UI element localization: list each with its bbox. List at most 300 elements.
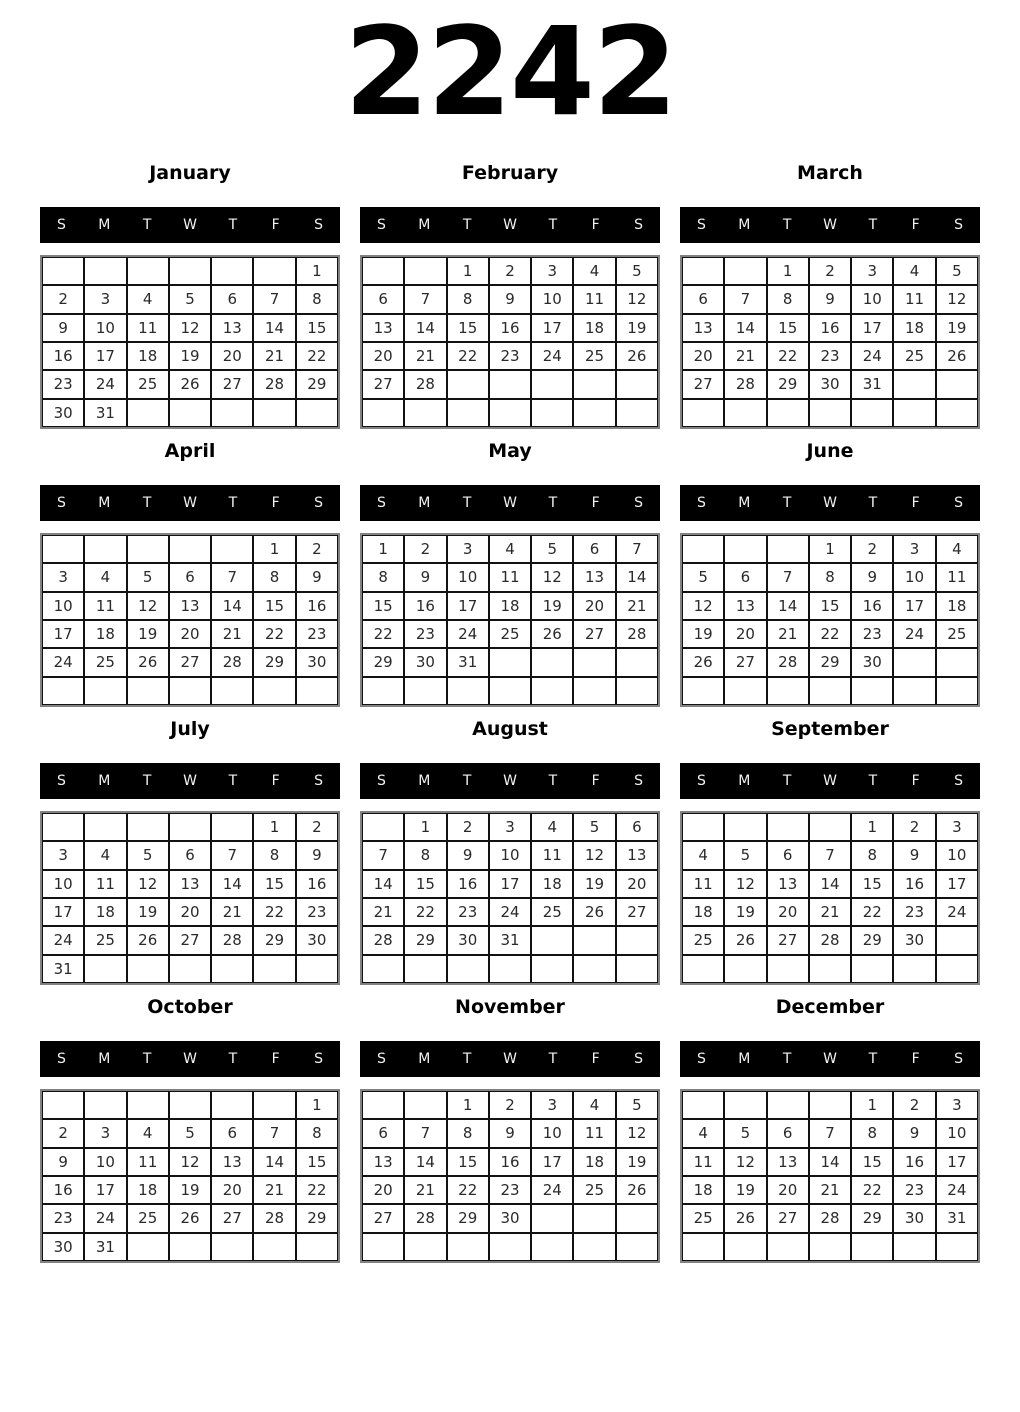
day-cell: 10 [531, 285, 573, 313]
day-cell: 18 [936, 592, 978, 620]
weekday-label: M [98, 1051, 111, 1067]
weekday-label: S [696, 217, 706, 233]
weekday-header [360, 485, 660, 521]
day-cell: 28 [362, 926, 404, 954]
day-cell: 6 [767, 1119, 809, 1147]
day-cell: 2 [296, 813, 338, 841]
day-cell: 1 [447, 257, 489, 285]
day-cell: 22 [253, 620, 295, 648]
empty-day-cell [936, 955, 978, 983]
empty-day-cell [531, 399, 573, 427]
day-cell: 10 [489, 841, 531, 869]
day-cell: 7 [616, 535, 658, 563]
day-cell: 10 [531, 1119, 573, 1147]
day-cell: 12 [936, 285, 978, 313]
day-cell: 17 [893, 592, 935, 620]
empty-day-cell [211, 1091, 253, 1119]
day-cell: 12 [616, 285, 658, 313]
day-cell: 4 [893, 257, 935, 285]
day-cell: 15 [253, 870, 295, 898]
weekday-label: S [56, 217, 66, 233]
day-cell: 18 [893, 314, 935, 342]
empty-day-cell [616, 1233, 658, 1261]
weekday-label: T [228, 1051, 238, 1067]
weekday-header [40, 763, 340, 799]
weekday-label: S [376, 217, 386, 233]
empty-day-cell [809, 1091, 851, 1119]
day-cell: 20 [767, 898, 809, 926]
empty-day-cell [767, 813, 809, 841]
day-cell: 2 [296, 535, 338, 563]
day-cell: 20 [573, 592, 615, 620]
weekday-label: S [56, 495, 66, 511]
day-cell: 2 [893, 1091, 935, 1119]
weekday-label: M [738, 217, 751, 233]
day-cell: 14 [809, 1148, 851, 1176]
day-cell: 25 [682, 1204, 724, 1232]
empty-day-cell [616, 926, 658, 954]
day-cell: 8 [404, 841, 446, 869]
empty-day-cell [211, 1233, 253, 1261]
month-name: March [797, 162, 863, 184]
day-cell: 3 [447, 535, 489, 563]
empty-day-cell [767, 955, 809, 983]
empty-day-cell [616, 955, 658, 983]
day-cell: 5 [724, 1119, 766, 1147]
empty-day-cell [851, 955, 893, 983]
weekday-label: F [591, 1051, 600, 1067]
weekday-header [680, 763, 980, 799]
day-cell: 20 [616, 870, 658, 898]
empty-day-cell [362, 1233, 404, 1261]
weekday-label: F [911, 495, 920, 511]
empty-day-cell [616, 399, 658, 427]
day-cell: 29 [767, 370, 809, 398]
weekday-label: F [271, 495, 280, 511]
day-cell: 26 [531, 620, 573, 648]
month-block [40, 712, 340, 985]
day-cell: 28 [211, 926, 253, 954]
day-cell: 9 [489, 1119, 531, 1147]
weekday-label: S [376, 495, 386, 511]
empty-day-cell [362, 1091, 404, 1119]
day-cell: 25 [531, 898, 573, 926]
weekday-label: F [271, 217, 280, 233]
day-cell: 10 [84, 1148, 126, 1176]
day-cell: 21 [404, 1176, 446, 1204]
day-cell: 9 [42, 314, 84, 342]
day-cell: 16 [404, 592, 446, 620]
day-cell: 4 [127, 1119, 169, 1147]
day-cell: 3 [531, 1091, 573, 1119]
empty-day-cell [851, 399, 893, 427]
empty-day-cell [724, 399, 766, 427]
day-cell: 3 [42, 563, 84, 591]
day-cell: 23 [893, 898, 935, 926]
day-cell: 11 [682, 1148, 724, 1176]
weekday-label: S [314, 773, 324, 789]
month-block [680, 712, 980, 985]
empty-day-cell [404, 257, 446, 285]
day-cell: 25 [893, 342, 935, 370]
day-cell: 15 [767, 314, 809, 342]
day-cell: 5 [531, 535, 573, 563]
day-cell: 22 [851, 1176, 893, 1204]
day-cell: 7 [404, 1119, 446, 1147]
empty-day-cell [211, 257, 253, 285]
month-block [360, 990, 660, 1263]
day-cell: 14 [404, 314, 446, 342]
empty-day-cell [809, 677, 851, 705]
day-cell: 1 [296, 1091, 338, 1119]
day-cell: 31 [447, 648, 489, 676]
day-cell: 3 [42, 841, 84, 869]
day-cell: 26 [616, 342, 658, 370]
empty-day-cell [682, 1233, 724, 1261]
day-cell: 3 [84, 1119, 126, 1147]
month-name: August [472, 718, 548, 740]
day-cell: 2 [851, 535, 893, 563]
day-cell: 27 [211, 370, 253, 398]
day-cell: 17 [42, 620, 84, 648]
weekday-label: M [418, 773, 431, 789]
day-cell: 12 [616, 1119, 658, 1147]
day-cell: 20 [682, 342, 724, 370]
weekday-label: M [418, 217, 431, 233]
day-cell: 24 [489, 898, 531, 926]
day-cell: 24 [893, 620, 935, 648]
weekday-label: W [503, 1051, 517, 1067]
day-cell: 12 [127, 870, 169, 898]
day-cell: 20 [169, 620, 211, 648]
month-name: July [170, 718, 210, 740]
empty-day-cell [936, 926, 978, 954]
weekday-label: T [868, 1051, 878, 1067]
day-cell: 10 [851, 285, 893, 313]
day-cell: 16 [296, 592, 338, 620]
day-cell: 17 [84, 1176, 126, 1204]
day-cell: 6 [169, 563, 211, 591]
day-cell: 16 [296, 870, 338, 898]
day-cell: 8 [296, 285, 338, 313]
weekday-label: W [823, 1051, 837, 1067]
empty-day-cell [404, 1233, 446, 1261]
weekday-label: T [548, 495, 558, 511]
empty-day-cell [724, 677, 766, 705]
weekday-label: M [98, 495, 111, 511]
empty-day-cell [404, 1091, 446, 1119]
day-cell: 16 [809, 314, 851, 342]
day-cell: 23 [42, 1204, 84, 1232]
day-cell: 19 [616, 314, 658, 342]
day-cell: 10 [447, 563, 489, 591]
empty-day-cell [489, 370, 531, 398]
empty-day-cell [682, 399, 724, 427]
day-cell: 5 [169, 285, 211, 313]
day-cell: 17 [84, 342, 126, 370]
day-cell: 31 [489, 926, 531, 954]
day-cell: 31 [84, 1233, 126, 1261]
empty-day-cell [682, 813, 724, 841]
day-cell: 25 [936, 620, 978, 648]
day-cell: 28 [809, 926, 851, 954]
day-cell: 4 [84, 563, 126, 591]
empty-day-cell [169, 813, 211, 841]
day-cell: 6 [724, 563, 766, 591]
weekday-label: W [823, 217, 837, 233]
weekday-label: S [634, 773, 644, 789]
date-grid [40, 1089, 340, 1263]
day-cell: 4 [936, 535, 978, 563]
empty-day-cell [169, 399, 211, 427]
empty-day-cell [253, 399, 295, 427]
empty-day-cell [616, 677, 658, 705]
weekday-label: F [911, 217, 920, 233]
empty-day-cell [211, 677, 253, 705]
day-cell: 1 [851, 813, 893, 841]
month-name: May [488, 440, 532, 462]
day-cell: 16 [447, 870, 489, 898]
day-cell: 6 [211, 285, 253, 313]
weekday-label: S [696, 773, 706, 789]
day-cell: 20 [362, 342, 404, 370]
day-cell: 20 [169, 898, 211, 926]
month-block [360, 434, 660, 707]
weekday-label: W [823, 773, 837, 789]
empty-day-cell [211, 813, 253, 841]
day-cell: 17 [489, 870, 531, 898]
day-cell: 31 [84, 399, 126, 427]
day-cell: 22 [447, 342, 489, 370]
day-cell: 16 [489, 1148, 531, 1176]
day-cell: 15 [809, 592, 851, 620]
day-cell: 13 [573, 563, 615, 591]
day-cell: 29 [296, 1204, 338, 1232]
empty-day-cell [724, 535, 766, 563]
weekday-label: T [782, 1051, 792, 1067]
day-cell: 21 [362, 898, 404, 926]
day-cell: 14 [404, 1148, 446, 1176]
day-cell: 30 [851, 648, 893, 676]
day-cell: 4 [84, 841, 126, 869]
weekday-label: T [462, 217, 472, 233]
empty-day-cell [42, 1091, 84, 1119]
day-cell: 14 [767, 592, 809, 620]
empty-day-cell [404, 677, 446, 705]
month-block [680, 990, 980, 1263]
day-cell: 30 [489, 1204, 531, 1232]
day-cell: 19 [127, 620, 169, 648]
month-block [40, 156, 340, 429]
day-cell: 23 [404, 620, 446, 648]
empty-day-cell [851, 1233, 893, 1261]
weekday-label: T [142, 217, 152, 233]
day-cell: 25 [573, 342, 615, 370]
weekday-label: T [782, 217, 792, 233]
day-cell: 30 [809, 370, 851, 398]
day-cell: 28 [724, 370, 766, 398]
empty-day-cell [809, 813, 851, 841]
day-cell: 23 [893, 1176, 935, 1204]
day-cell: 11 [489, 563, 531, 591]
weekday-label: S [634, 217, 644, 233]
weekday-label: W [183, 773, 197, 789]
day-cell: 30 [404, 648, 446, 676]
empty-day-cell [127, 955, 169, 983]
day-cell: 14 [211, 870, 253, 898]
day-cell: 21 [211, 620, 253, 648]
empty-day-cell [936, 648, 978, 676]
empty-day-cell [127, 677, 169, 705]
day-cell: 27 [767, 926, 809, 954]
empty-day-cell [573, 370, 615, 398]
empty-day-cell [127, 1233, 169, 1261]
empty-day-cell [893, 1233, 935, 1261]
day-cell: 7 [362, 841, 404, 869]
day-cell: 18 [573, 1148, 615, 1176]
weekday-header [680, 1041, 980, 1077]
day-cell: 11 [573, 1119, 615, 1147]
day-cell: 8 [447, 1119, 489, 1147]
weekday-label: T [782, 495, 792, 511]
weekday-label: T [548, 1051, 558, 1067]
weekday-label: M [738, 773, 751, 789]
day-cell: 2 [489, 257, 531, 285]
day-cell: 18 [682, 898, 724, 926]
weekday-label: W [183, 495, 197, 511]
month-name: April [164, 440, 216, 462]
day-cell: 3 [84, 285, 126, 313]
date-grid [40, 811, 340, 985]
weekday-label: S [634, 495, 644, 511]
day-cell: 14 [211, 592, 253, 620]
day-cell: 24 [447, 620, 489, 648]
day-cell: 5 [573, 813, 615, 841]
day-cell: 18 [127, 342, 169, 370]
empty-day-cell [724, 955, 766, 983]
day-cell: 23 [296, 898, 338, 926]
day-cell: 17 [936, 870, 978, 898]
weekday-label: S [954, 217, 964, 233]
date-grid [680, 811, 980, 985]
day-cell: 28 [616, 620, 658, 648]
day-cell: 19 [616, 1148, 658, 1176]
day-cell: 12 [573, 841, 615, 869]
empty-day-cell [296, 399, 338, 427]
empty-day-cell [724, 813, 766, 841]
day-cell: 9 [489, 285, 531, 313]
day-cell: 7 [253, 1119, 295, 1147]
weekday-label: T [142, 1051, 152, 1067]
weekday-label: T [142, 495, 152, 511]
day-cell: 21 [809, 1176, 851, 1204]
day-cell: 21 [809, 898, 851, 926]
empty-day-cell [169, 955, 211, 983]
date-grid [680, 1089, 980, 1263]
day-cell: 24 [936, 1176, 978, 1204]
day-cell: 12 [682, 592, 724, 620]
weekday-label: T [462, 495, 472, 511]
day-cell: 12 [169, 314, 211, 342]
day-cell: 9 [809, 285, 851, 313]
day-cell: 30 [42, 1233, 84, 1261]
weekday-label: T [462, 773, 472, 789]
day-cell: 1 [362, 535, 404, 563]
weekday-label: S [56, 773, 66, 789]
weekday-label: M [98, 773, 111, 789]
day-cell: 8 [447, 285, 489, 313]
empty-day-cell [531, 926, 573, 954]
day-cell: 26 [169, 1204, 211, 1232]
months-grid [0, 156, 1020, 1263]
empty-day-cell [573, 1204, 615, 1232]
day-cell: 8 [851, 841, 893, 869]
empty-day-cell [573, 677, 615, 705]
day-cell: 14 [253, 314, 295, 342]
day-cell: 3 [531, 257, 573, 285]
day-cell: 4 [489, 535, 531, 563]
weekday-label: T [868, 773, 878, 789]
day-cell: 29 [253, 926, 295, 954]
day-cell: 24 [84, 1204, 126, 1232]
day-cell: 16 [893, 1148, 935, 1176]
empty-day-cell [851, 677, 893, 705]
empty-day-cell [809, 955, 851, 983]
month-name: December [775, 996, 885, 1018]
weekday-label: S [376, 1051, 386, 1067]
day-cell: 26 [724, 926, 766, 954]
day-cell: 13 [767, 870, 809, 898]
weekday-label: T [462, 1051, 472, 1067]
date-grid [360, 1089, 660, 1263]
weekday-header [360, 207, 660, 243]
day-cell: 26 [682, 648, 724, 676]
day-cell: 25 [489, 620, 531, 648]
weekday-label: T [228, 495, 238, 511]
day-cell: 26 [616, 1176, 658, 1204]
day-cell: 14 [253, 1148, 295, 1176]
day-cell: 28 [404, 370, 446, 398]
weekday-label: S [696, 495, 706, 511]
day-cell: 1 [851, 1091, 893, 1119]
day-cell: 24 [42, 648, 84, 676]
day-cell: 23 [489, 1176, 531, 1204]
day-cell: 30 [42, 399, 84, 427]
day-cell: 17 [936, 1148, 978, 1176]
empty-day-cell [169, 1091, 211, 1119]
day-cell: 3 [489, 813, 531, 841]
day-cell: 21 [616, 592, 658, 620]
day-cell: 11 [682, 870, 724, 898]
month-block [40, 990, 340, 1263]
day-cell: 11 [84, 592, 126, 620]
empty-day-cell [362, 399, 404, 427]
date-grid [680, 255, 980, 429]
empty-day-cell [893, 370, 935, 398]
weekday-label: M [738, 1051, 751, 1067]
day-cell: 9 [893, 841, 935, 869]
day-cell: 11 [936, 563, 978, 591]
day-cell: 15 [447, 314, 489, 342]
day-cell: 5 [616, 257, 658, 285]
day-cell: 27 [573, 620, 615, 648]
day-cell: 11 [84, 870, 126, 898]
day-cell: 8 [362, 563, 404, 591]
day-cell: 25 [682, 926, 724, 954]
day-cell: 27 [767, 1204, 809, 1232]
day-cell: 28 [253, 1204, 295, 1232]
year-title: 2242 [344, 1, 676, 143]
